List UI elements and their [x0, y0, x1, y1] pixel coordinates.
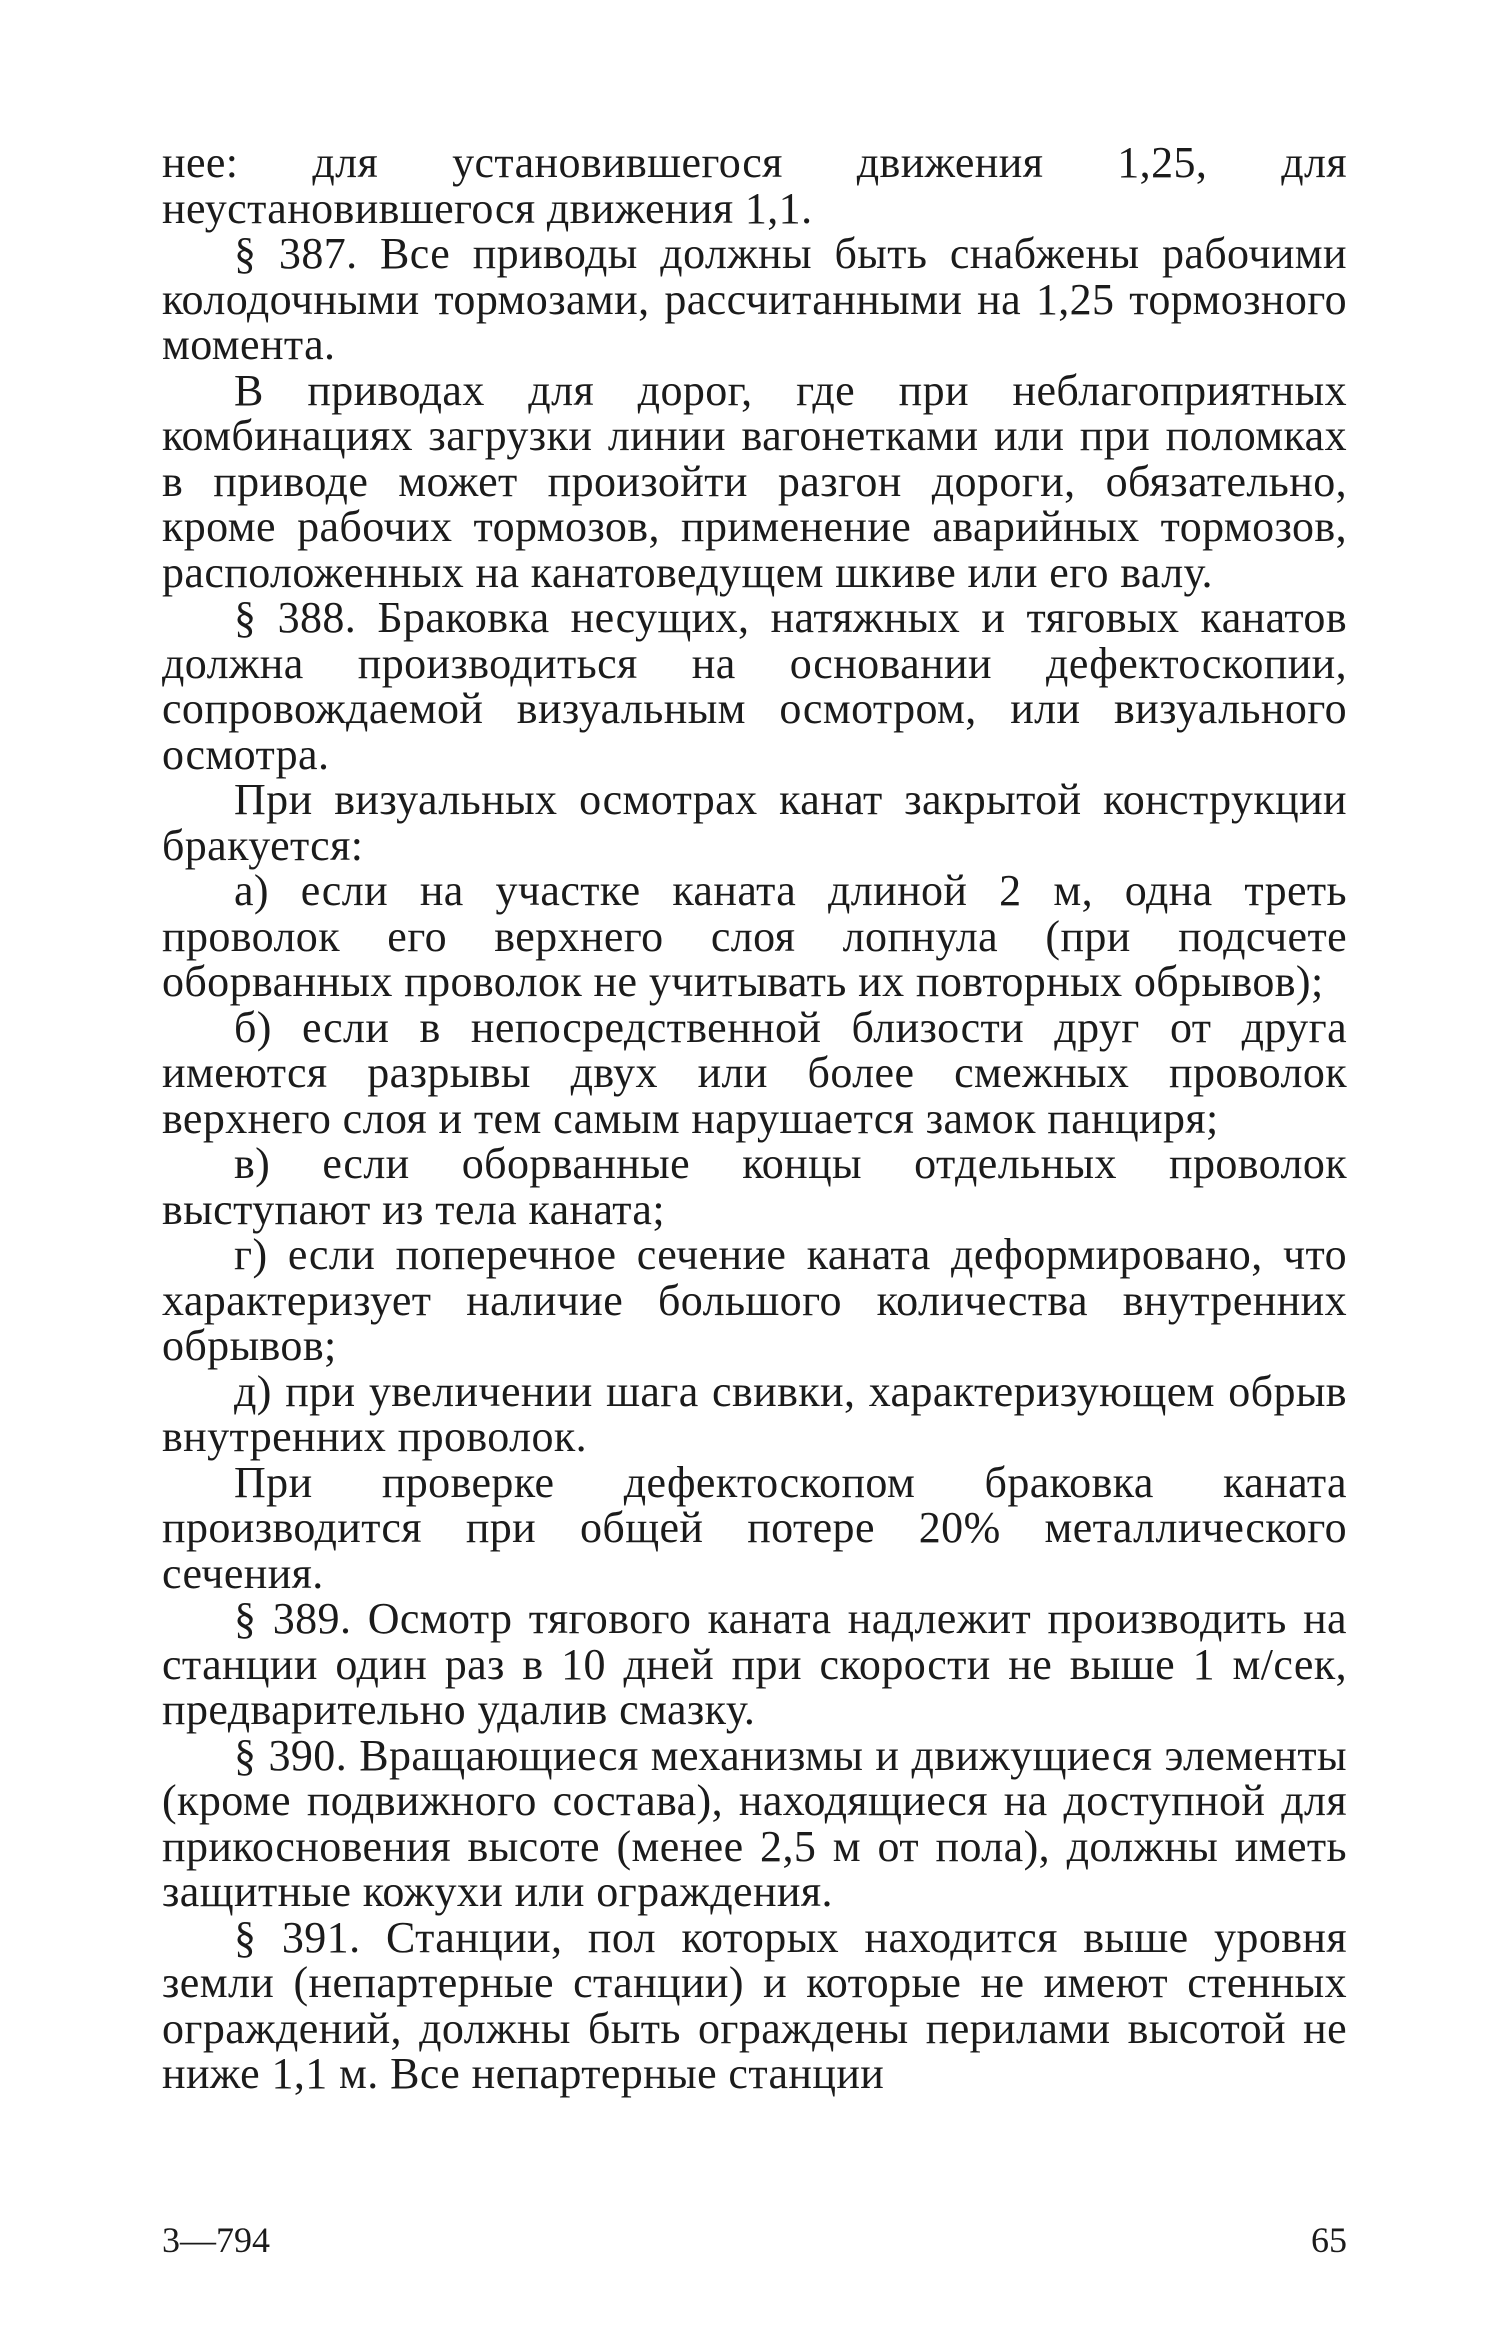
paragraph: г) если поперечное сечение каната деформировано, что характеризует наличие большого количества внутренних обрывов; — [162, 1230, 1347, 1370]
paragraph: д) при увеличении шага свивки, характеризующем обрыв внутренних проволок. — [162, 1366, 1347, 1461]
paragraph: в) если оборванные концы отдельных проволок выступают из тела каната; — [162, 1139, 1347, 1234]
paragraph: § 387. Все приводы должны быть снабжены рабочими колодочными тормозами, рассчитанными на 1,25 тормозного момента. — [162, 229, 1347, 369]
body-text — [162, 140, 1347, 2097]
printer-signature: 3—794 — [162, 2220, 270, 2260]
paragraph: § 391. Станции, пол которых находится выше уровня земли (непартерные станции) и которые не имеют стенных ограждений, должны быть ограждены перилами высотой не ниже 1,1 м. Все непартерные станции — [162, 1912, 1347, 2098]
paragraph: нее: для установившегося движения 1,25, для неустановившегося движения 1,1. — [162, 138, 1347, 233]
paragraph: § 390. Вращающиеся механизмы и движущиеся элементы (кроме подвижного состава), находящиеся на доступной для прикосновения высоте (менее 2,5 м от пола), должны иметь защитные кожухи или ограждения. — [162, 1730, 1347, 1916]
paragraph: б) если в непосредственной близости друг от друга имеются разрывы двух или более смежных проволок верхнего слоя и тем самым нарушается замок панциря; — [162, 1002, 1347, 1143]
paragraph: а) если на участке каната длиной 2 м, одна треть проволок его верхнего слоя лопнула (при подсчете оборванных проволок не учитывать их повторных обрывов); — [162, 866, 1347, 1006]
paragraph: При визуальных осмотрах канат закрытой конструкции бракуется: — [162, 775, 1347, 870]
page-footer — [162, 2215, 1347, 2265]
paragraph: В приводах для дорог, где при неблагоприятных комбинациях загрузки линии вагонетками или при поломках в приводе может произойти разгон дороги, обязательно, кроме рабочих тормозов, применение аварийных тормозов, расположенных на канатоведущем шкиве или его валу. — [162, 365, 1347, 597]
paragraph: § 388. Браковка несущих, натяжных и тяговых канатов должна производиться на основании дефектоскопии, сопровождаемой визуальным осмотром, или визуального осмотра. — [162, 593, 1347, 779]
paragraph: При проверке дефектоскопом браковка каната производится при общей потере 20% металлического сечения. — [162, 1457, 1347, 1598]
page-number: 65 — [1311, 2220, 1347, 2260]
paragraph: § 389. Осмотр тягового каната надлежит производить на станции один раз в 10 дней при скорости не выше 1 м/сек, предварительно удалив смазку. — [162, 1594, 1347, 1734]
